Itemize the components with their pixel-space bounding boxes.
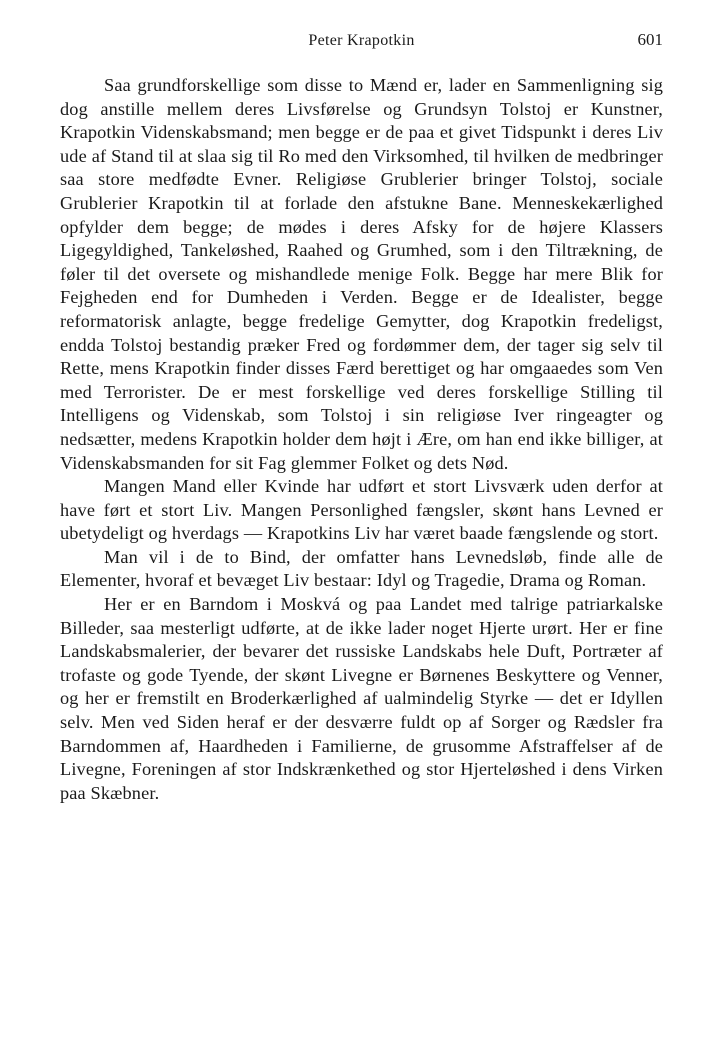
page-header [60,30,663,54]
book-page [60,30,663,805]
body-text [60,74,663,805]
paragraph: Man vil i de to Bind, der omfatter hans Levnedsløb, finde alle de Elementer, hvoraf et bevæget Liv bestaar: Idyl og Tragedie, Drama og Roman. [60,546,663,591]
paragraph: Mangen Mand eller Kvinde har udført et stort Livsværk uden derfor at have ført et stort Liv. Mangen Personlighed fængsler, skønt hans Levned er ubetydeligt og hverdags — Krapotkins Liv har været baade fængslende og stort. [60,476,663,544]
paragraph: Saa grundforskellige som disse to Mænd er, lader en Sammenligning sig dog anstille mellem deres Livsførelse og Grundsyn Tolstoj er Kunstner, Krapotkin Videnskabsmand; men begge er de paa et givet Tidspunkt i deres Liv ude af Stand til at slaa sig til Ro med den Virksomhed, til hvilken de medbringer saa store medfødte Evner. Religiøse Grublerier bringer Tolstoj, sociale Grublerier Krapotkin til at forlade den afstukne Bane. Menneskekærlighed opfylder dem begge; de mødes i deres Afsky for de højere Klassers Ligegyldighed, Tankeløshed, Raahed og Grumhed, som i den Tiltrækning, de føler til det oversete og mishandlede menige Folk. Begge har mere Blik for Fejgheden end for Dumheden i Verden. Begge er de Idealister, begge reformatorisk anlagte, begge fredelige Gemytter, dog Krapotkin fredeligst, endda Tolstoj bestandig præker Fred og fordømmer dem, der tager sig selv til Rette, mens Krapotkin finder disses Færd berettiget og har omgaaedes som Ven med Terrorister. De er mest forskellige ved deres forskellige Stilling til Intelligens og Videnskab, som Tolstoj i sin religiøse Iver ringeagter og nedsætter, medens Krapotkin holder dem højt i Ære, om han end ikke billiger, at Videnskabsmanden for sit Fag glemmer Folket og dets Nød. [60,75,663,473]
page-number: 601 [637,30,663,49]
running-title: Peter Krapotkin [308,32,415,49]
paragraph: Her er en Barndom i Moskvá og paa Landet med talrige patriarkalske Billeder, saa mesterligt udførte, at de ikke lader noget Hjerte urørt. Her er fine Landskabsmalerier, der bevarer det russiske Landskabs hele Duft, Portræter af trofaste og gode Tyende, der skønt Livegne er Børnenes Beskyttere og Venner, og her er fremstilt en Broderkærlighed af ualmindelig Styrke — det er Idyllen selv. Men ved Siden heraf er der desværre fuldt op af Sorger og Rædsler fra Barndommen af, Haardheden i Familierne, de grusomme Afstraffelser af de Livegne, Foreningen af stor Indskrænkethed og stor Hjerteløshed i dens Virken paa Skæbner. [60,594,663,803]
